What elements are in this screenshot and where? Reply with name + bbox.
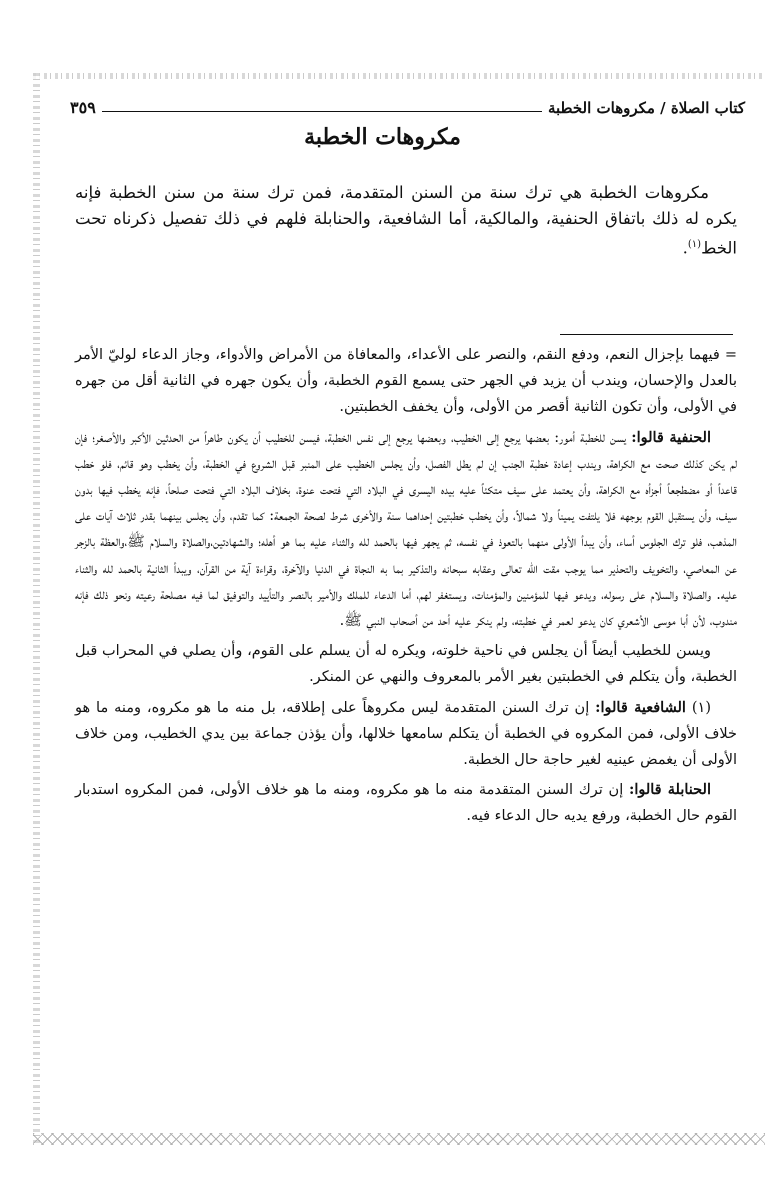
footnote-ref[interactable]: (١) [687, 239, 702, 250]
footnote-number: (١) [691, 699, 711, 716]
intro-paragraph [75, 180, 737, 262]
hanafi-label: الحنفية قالوا: [631, 428, 711, 446]
footnote-hanafi [75, 425, 737, 635]
shafii-text: إن ترك السنن المتقدمة ليس مكروهاً على إطلاقه، بل منه ما هو مكروه، ومنه ما هو خلاف الأولى، فمن المكروه في الخطبة أن يتكلم سامعها خلالها، وأن يؤذن جماعة بين يدي الخطيب، ومن خلاف الأولى أن يغمض عينيه لغير حاجة حال الخطبة. [75, 699, 737, 769]
header-rule [102, 111, 542, 112]
decorative-border-top [33, 73, 765, 79]
footnote-hanafi-more: ويسن للخطيب أيضاً أن يجلس في ناحية خلوته، ويكره له أن يسلم على القوم، وأن يصلي في المحراب قبل الخطبة، وأن يتكلم في الخطبتين بغير الأمر بالمعروف والنهي عن المنكر. [75, 643, 737, 686]
page-number: ٣٥٩ [70, 98, 96, 117]
footnotes [75, 342, 737, 834]
decorative-border-bottom [33, 1133, 765, 1145]
page-title: مكروهات الخطبة [304, 124, 461, 150]
footnote-separator [560, 334, 733, 335]
hanbali-text: إن ترك السنن المتقدمة منه ما هو مكروه، ومنه ما هو خلاف الأولى، فمن المكروه استدبار القوم حال الخطبة، ورفع يديه حال الدعاء فيه. [75, 782, 737, 825]
intro-text: مكروهات الخطبة هي ترك سنة من السنن المتقدمة، فمن ترك سنة من سنن الخطبة فإنه يكره له ذلك باتفاق الحنفية، والمالكية، أما الشافعية، والحنابلة فلهم في ذلك تفصيل ذكرناه تحت الخط [75, 183, 737, 258]
intro-end: . [682, 238, 688, 258]
shafii-label: الشافعية قالوا: [595, 698, 686, 716]
running-title: كتاب الصلاة / مكروهات الخطبة [547, 99, 745, 117]
hanafi-text: يسن للخطبة أمور: بعضها يرجع إلى الخطيب، وبعضها يرجع إلى نفس الخطبة، فيسن للخطيب أن يكون طاهراً من الحدثين الأكبر والأصغر؛ فإن لم يكن كذلك صحت مع الكراهة، ويندب إعادة خطبة الجنب إن لم يطل الفصل، وأن يجلس الخطيب على المنبر قبل الشروع في الخطبة، وأن يخطب وهو قائم، فلو خطب قاعداً أو مضطجعاً أجزأه مع الكراهة، وأن يعتمد على سيف متكئاً عليه بيده اليسرى في البلاد التي فتحت عنوة، بخلاف البلاد التي فتحت صلحاً، فإنه يخطب فيها بدون سيف، وأن يستقبل القوم بوجهه فلا يلتفت يميناً ولا شمالاً، وأن يخطب خطبتين إحداهما سنة والأخرى شرط لصحة الجمعة: كما تقدم، وأن يجلس بينهما بقدر ثلاث آيات على المذهب، فلو ترك الجلوس أساء، وأن يبدأ الأولى منهما بالتعوذ في نفسه، ثم يجهر فيها بالحمد لله والثناء عليه بما هو أهله؛ والشهادتين،والصلاة والسلام ﷺ،والعظة بالزجر عن المعاصي، والتخويف والتحذير مما يوجب مقت الله تعالى وعقابه سبحانه والتذكير بما به النجاة في الدنيا والآخرة، وقراءة آية من القرآن، ويبدأ الثانية بالحمد لله والثناء عليه. والصلاة والسلام على رسوله، ويدعو فيها للمؤمنين والمؤمنات، ويستغفر لهم، أما الدعاء للملك والأمير بالنصر والتأييد والتوفيق لما فيه مصلحة رعيته ونحو ذلك فإنه مندوب، لأن أبا موسى الأشعري كان يدعو لعمر في خطبته، ولم ينكر عليه أحد من أصحاب النبي ﷺ. [75, 429, 737, 630]
footnote-shafii [75, 695, 737, 774]
footnote-hanbali [75, 777, 737, 829]
hanbali-label: الحنابلة قالوا: [628, 781, 711, 799]
running-header [70, 93, 745, 117]
decorative-border-left [33, 73, 40, 1143]
footnote-continuation: = فيهما بإجزال النعم، ودفع النقم، والنصر على الأعداء، والمعافاة من الأمراض والأدواء، وجاز الدعاء لوليّ الأمر بالعدل والإحسان، ويندب أن يزيد في الجهر حتى يسمع القوم الخطبة، وأن يكون جهره في الثانية أقل من جهره في الأولى، وأن تكون الثانية أقصر من الأولى، وأن يخفف الخطبتين. [75, 347, 737, 416]
